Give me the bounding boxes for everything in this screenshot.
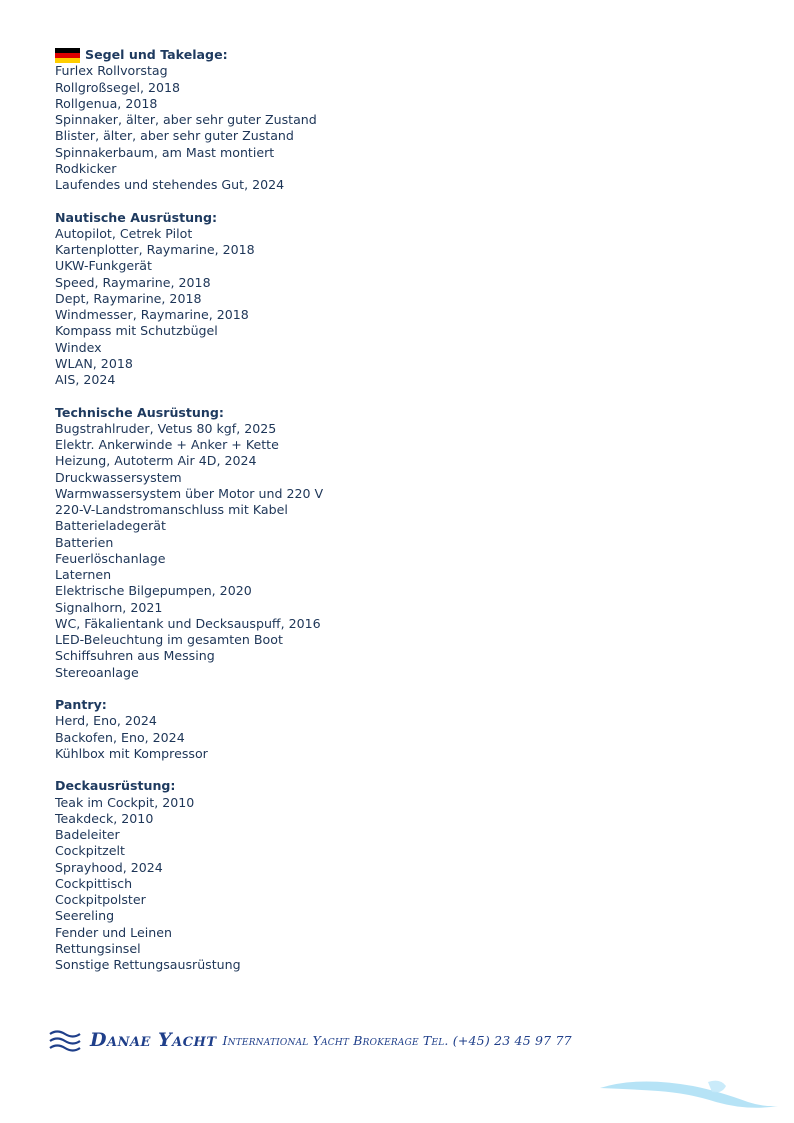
brand-tagline: International Yacht Brokerage Tel. (+45) 23 45 97 77 <box>222 1032 572 1048</box>
list-item: Druckwassersystem <box>55 469 182 485</box>
section-nautik <box>55 210 755 389</box>
section-heading <box>55 47 755 63</box>
list-item: Rodkicker <box>55 160 117 176</box>
list-item: Cockpitpolster <box>55 892 146 907</box>
list-item: Batterien <box>55 534 114 550</box>
waves-logo-icon <box>48 1027 82 1053</box>
list-item: Kompass mit Schutzbügel <box>55 323 218 339</box>
list-item: LED-Beleuchtung im gesamten Boot <box>55 632 283 647</box>
equipment-list <box>55 47 755 990</box>
list-item: Kühlbox mit Kompressor <box>55 745 208 761</box>
list-item: Cockpittisch <box>55 875 133 891</box>
list-item: Teakdeck, 2010 <box>55 810 154 826</box>
list-item: Feuerlöschanlage <box>55 550 166 566</box>
section-title: Pantry: <box>55 697 107 712</box>
list-item: Fender und Leinen <box>55 924 172 940</box>
section-title: Nautische Ausrüstung: <box>55 209 218 225</box>
list-item: Badeleiter <box>55 827 120 842</box>
section-technik <box>55 405 755 681</box>
section-pantry <box>55 697 755 762</box>
list-item: Seereling <box>55 908 115 924</box>
list-item: Laternen <box>55 567 112 582</box>
list-item: Laufendes und stehendes Gut, 2024 <box>55 177 285 192</box>
list-item: Batterieladegerät <box>55 518 166 534</box>
section-deck <box>55 778 755 973</box>
list-item: WLAN, 2018 <box>55 355 133 371</box>
list-item: Rollgenua, 2018 <box>55 95 158 111</box>
list-item: Herd, Eno, 2024 <box>55 713 157 729</box>
list-item: 220-V-Landstromanschluss mit Kabel <box>55 502 288 517</box>
list-item: Blister, älter, aber sehr guter Zustand <box>55 128 294 144</box>
list-item: Windmesser, Raymarine, 2018 <box>55 307 249 322</box>
list-item: UKW-Funkgerät <box>55 258 152 274</box>
list-item: Bugstrahlruder, Vetus 80 kgf, 2025 <box>55 420 277 436</box>
section-title: Technische Ausrüstung: <box>55 404 224 420</box>
list-item: Signalhorn, 2021 <box>55 599 163 615</box>
swoosh-watermark <box>598 1076 780 1112</box>
list-item: Stereoanlage <box>55 664 139 680</box>
list-item: Warmwassersystem über Motor und 220 V <box>55 485 324 501</box>
section-title: Deckausrüstung: <box>55 778 176 794</box>
list-item: Elektr. Ankerwinde + Anker + Kette <box>55 437 279 452</box>
footer <box>48 1022 768 1058</box>
list-item: Elektrische Bilgepumpen, 2020 <box>55 583 252 599</box>
section-segel <box>55 47 755 193</box>
list-item: Speed, Raymarine, 2018 <box>55 274 211 290</box>
list-item: WC, Fäkalientank und Decksauspuff, 2016 <box>55 615 321 631</box>
list-item: Rollgroßsegel, 2018 <box>55 79 181 95</box>
list-item: Backofen, Eno, 2024 <box>55 729 185 745</box>
list-item: Furlex Rollvorstag <box>55 63 168 79</box>
list-item: AIS, 2024 <box>55 372 116 387</box>
list-item: Sprayhood, 2024 <box>55 859 163 875</box>
list-item: Schiffsuhren aus Messing <box>55 648 215 664</box>
list-item: Spinnakerbaum, am Mast montiert <box>55 144 275 160</box>
brand-name: Danae Yacht <box>90 1029 217 1051</box>
list-item: Teak im Cockpit, 2010 <box>55 794 195 810</box>
german-flag-icon <box>55 48 80 63</box>
list-item: Autopilot, Cetrek Pilot <box>55 225 193 241</box>
list-item: Cockpitzelt <box>55 843 125 859</box>
list-item: Rettungsinsel <box>55 940 141 956</box>
list-item: Heizung, Autoterm Air 4D, 2024 <box>55 453 257 469</box>
list-item: Kartenplotter, Raymarine, 2018 <box>55 242 255 257</box>
list-item: Windex <box>55 339 102 355</box>
list-item: Dept, Raymarine, 2018 <box>55 290 202 306</box>
list-item: Sonstige Rettungsausrüstung <box>55 957 241 972</box>
section-title: Segel und Takelage: <box>85 47 228 62</box>
list-item: Spinnaker, älter, aber sehr guter Zustand <box>55 112 317 127</box>
